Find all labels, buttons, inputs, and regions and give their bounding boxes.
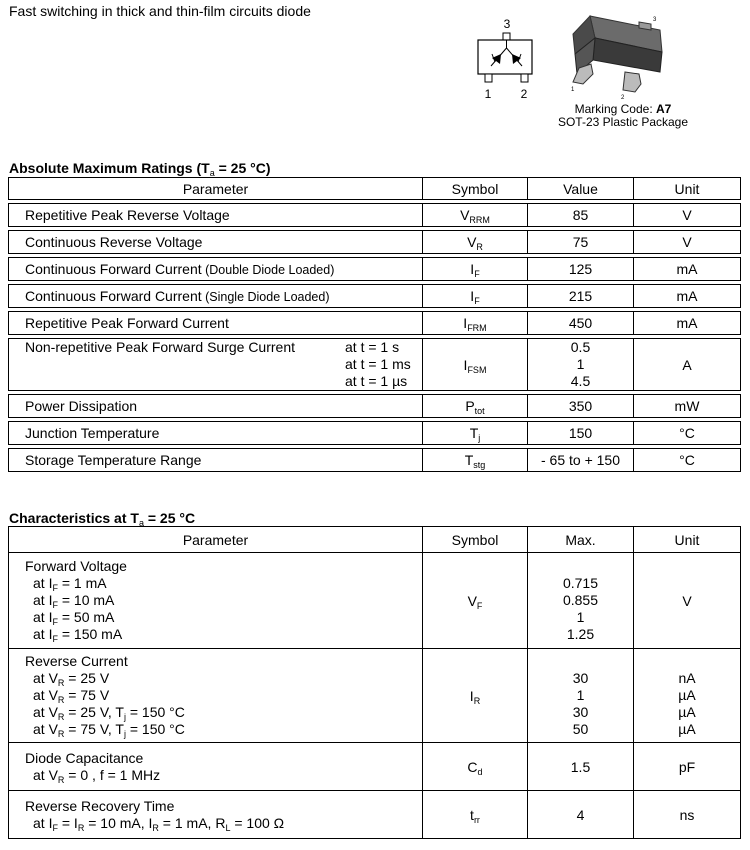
value-cell: - 65 to + 150 bbox=[528, 449, 634, 472]
intro-text: Fast switching in thick and thin-film circuits diode bbox=[9, 3, 311, 19]
condition-text: at $V_R = 75$ V bbox=[33, 687, 110, 705]
sot23-package-image bbox=[565, 12, 685, 104]
amr-header-unit: Unit bbox=[634, 178, 741, 200]
char-header-row bbox=[9, 527, 741, 553]
symbol-cell: $C_d$ bbox=[423, 743, 528, 791]
param-cell: Continuous Reverse Voltage bbox=[9, 231, 423, 254]
param-cell: Repetitive Peak Forward Current bbox=[9, 312, 423, 335]
param-cell: Junction Temperature bbox=[9, 422, 423, 445]
marking-code-value: A7 bbox=[656, 102, 672, 116]
unit-cell: pF bbox=[634, 743, 741, 791]
unit-cell: mW bbox=[634, 395, 741, 418]
value-cell: 450 bbox=[528, 312, 634, 335]
symbol-cell: $I_F$ bbox=[423, 258, 528, 281]
condition-text: at $V_R = 25$ V bbox=[33, 670, 110, 688]
value-cell: 350 bbox=[528, 395, 634, 418]
unit-cell: mA bbox=[634, 258, 741, 281]
symbol-cell: $V_R$ bbox=[423, 231, 528, 254]
table-row bbox=[9, 449, 741, 472]
pin-1-label: 1 bbox=[484, 87, 492, 101]
table-row bbox=[9, 285, 741, 308]
table-row bbox=[9, 422, 741, 445]
symbol-cell: $V_{RRM}$ bbox=[423, 204, 528, 227]
symbol-cell: $I_R$ bbox=[423, 649, 528, 743]
value-cell: 30 1 30 50 bbox=[528, 649, 634, 743]
param-cell: Storage Temperature Range bbox=[9, 449, 423, 472]
table-row bbox=[9, 395, 741, 418]
unit-cell: V bbox=[634, 553, 741, 649]
param-cell: Non-repetitive Peak Forward Surge Current at t = 1 s at t = 1 ms at t = 1 µs bbox=[9, 339, 423, 391]
symbol-cell: $P_{tot}$ bbox=[423, 395, 528, 418]
symbol-cell: $I_{FSM}$ bbox=[423, 339, 528, 391]
table-row bbox=[9, 312, 741, 335]
param-cell: Diode Capacitance at $V_R = 0$ , f = 1 MHz bbox=[9, 743, 423, 791]
package-name: SOT-23 Plastic Package bbox=[557, 115, 689, 129]
pin-diagram bbox=[470, 14, 540, 104]
unit-cell: mA bbox=[634, 312, 741, 335]
unit-cell: nA µA µA µA bbox=[634, 649, 741, 743]
value-cell: 75 bbox=[528, 231, 634, 254]
table-row bbox=[9, 258, 741, 281]
unit-cell: °C bbox=[634, 449, 741, 472]
param-cell: Reverse Recovery Time at $I_F = I_R = 10$ mA, $I_R = 1$ mA, $R_L = 100$ Ω bbox=[9, 791, 423, 839]
symbol-cell: $T_{stg}$ bbox=[423, 449, 528, 472]
param-cell: Forward Voltage at $I_F = 1$ mA at $I_F = 10$ mA at $I_F = 50$ mA at $I_F = 150$ mA bbox=[9, 553, 423, 649]
amr-table bbox=[8, 177, 741, 472]
condition-text: at $I_F = I_R = 10$ mA, $I_R = 1$ mA, $R_L = 100$ Ω bbox=[33, 814, 285, 833]
table-row bbox=[9, 791, 741, 839]
unit-cell: V bbox=[634, 231, 741, 254]
char-header-parameter: Parameter bbox=[9, 527, 423, 553]
condition-text: at t = 1 ms bbox=[345, 356, 411, 372]
amr-header-value: Value bbox=[528, 178, 634, 200]
condition-text: at $V_R = 25$ V, $T_j = 150$ °C bbox=[33, 704, 185, 722]
symbol-cell: $T_j$ bbox=[423, 422, 528, 445]
value-cell: 215 bbox=[528, 285, 634, 308]
unit-cell: ns bbox=[634, 791, 741, 839]
table-row bbox=[9, 743, 741, 791]
pkg-pin-1-label: 1 bbox=[571, 87, 575, 93]
table-row bbox=[9, 553, 741, 649]
condition-text: at t = 1 s bbox=[345, 339, 400, 355]
table-row bbox=[9, 204, 741, 227]
amr-header-row bbox=[9, 178, 741, 200]
value-cell: 4 bbox=[528, 791, 634, 839]
amr-title: Absolute Maximum Ratings ($T_a = 25$ °C) bbox=[9, 160, 271, 178]
unit-cell: V bbox=[634, 204, 741, 227]
condition-text: at $V_R = 75$ V, $T_j = 150$ °C bbox=[33, 721, 185, 739]
unit-cell: °C bbox=[634, 422, 741, 445]
char-title: Characteristics at $T_a = 25$ °C bbox=[9, 510, 196, 528]
param-cell: Power Dissipation bbox=[9, 395, 423, 418]
char-header-unit: Unit bbox=[634, 527, 741, 553]
unit-cell: A bbox=[634, 339, 741, 391]
value-cell: 125 bbox=[528, 258, 634, 281]
symbol-cell: $I_{FRM}$ bbox=[423, 312, 528, 335]
symbol-cell: $V_F$ bbox=[423, 553, 528, 649]
condition-text: at t = 1 µs bbox=[345, 373, 408, 389]
param-cell: Reverse Current at $V_R = 25$ V at $V_R = 75$ V at $V_R = 25$ V, $T_j = 150$ °C at $V_R = 75$ V, $T_j = 150$ °C bbox=[9, 649, 423, 743]
char-header-symbol: Symbol bbox=[423, 527, 528, 553]
table-row bbox=[9, 231, 741, 254]
symbol-cell: $I_F$ bbox=[423, 285, 528, 308]
value-cell: 0.715 0.855 1 1.25 bbox=[528, 553, 634, 649]
char-header-max: Max. bbox=[528, 527, 634, 553]
symbol-cell: $t_{rr}$ bbox=[423, 791, 528, 839]
pin-3-label: 3 bbox=[503, 17, 511, 31]
value-cell: 150 bbox=[528, 422, 634, 445]
marking-code-label: Marking Code: bbox=[574, 102, 653, 116]
amr-header-parameter: Parameter bbox=[9, 178, 423, 200]
value-cell: 0.5 1 4.5 bbox=[528, 339, 634, 391]
unit-cell: mA bbox=[634, 285, 741, 308]
table-row bbox=[9, 339, 741, 391]
value-cell: 1.5 bbox=[528, 743, 634, 791]
amr-header-symbol: Symbol bbox=[423, 178, 528, 200]
param-cell: Continuous Forward Current (Double Diode Loaded) bbox=[9, 258, 423, 281]
pkg-pin-2-label: 2 bbox=[621, 95, 625, 101]
param-cell: Continuous Forward Current (Single Diode Loaded) bbox=[9, 285, 423, 308]
param-cell: Repetitive Peak Reverse Voltage bbox=[9, 204, 423, 227]
char-table bbox=[8, 526, 741, 839]
value-cell: 85 bbox=[528, 204, 634, 227]
table-row bbox=[9, 649, 741, 743]
pkg-pin-3-label: 3 bbox=[653, 17, 657, 23]
pin-2-label: 2 bbox=[520, 87, 528, 101]
